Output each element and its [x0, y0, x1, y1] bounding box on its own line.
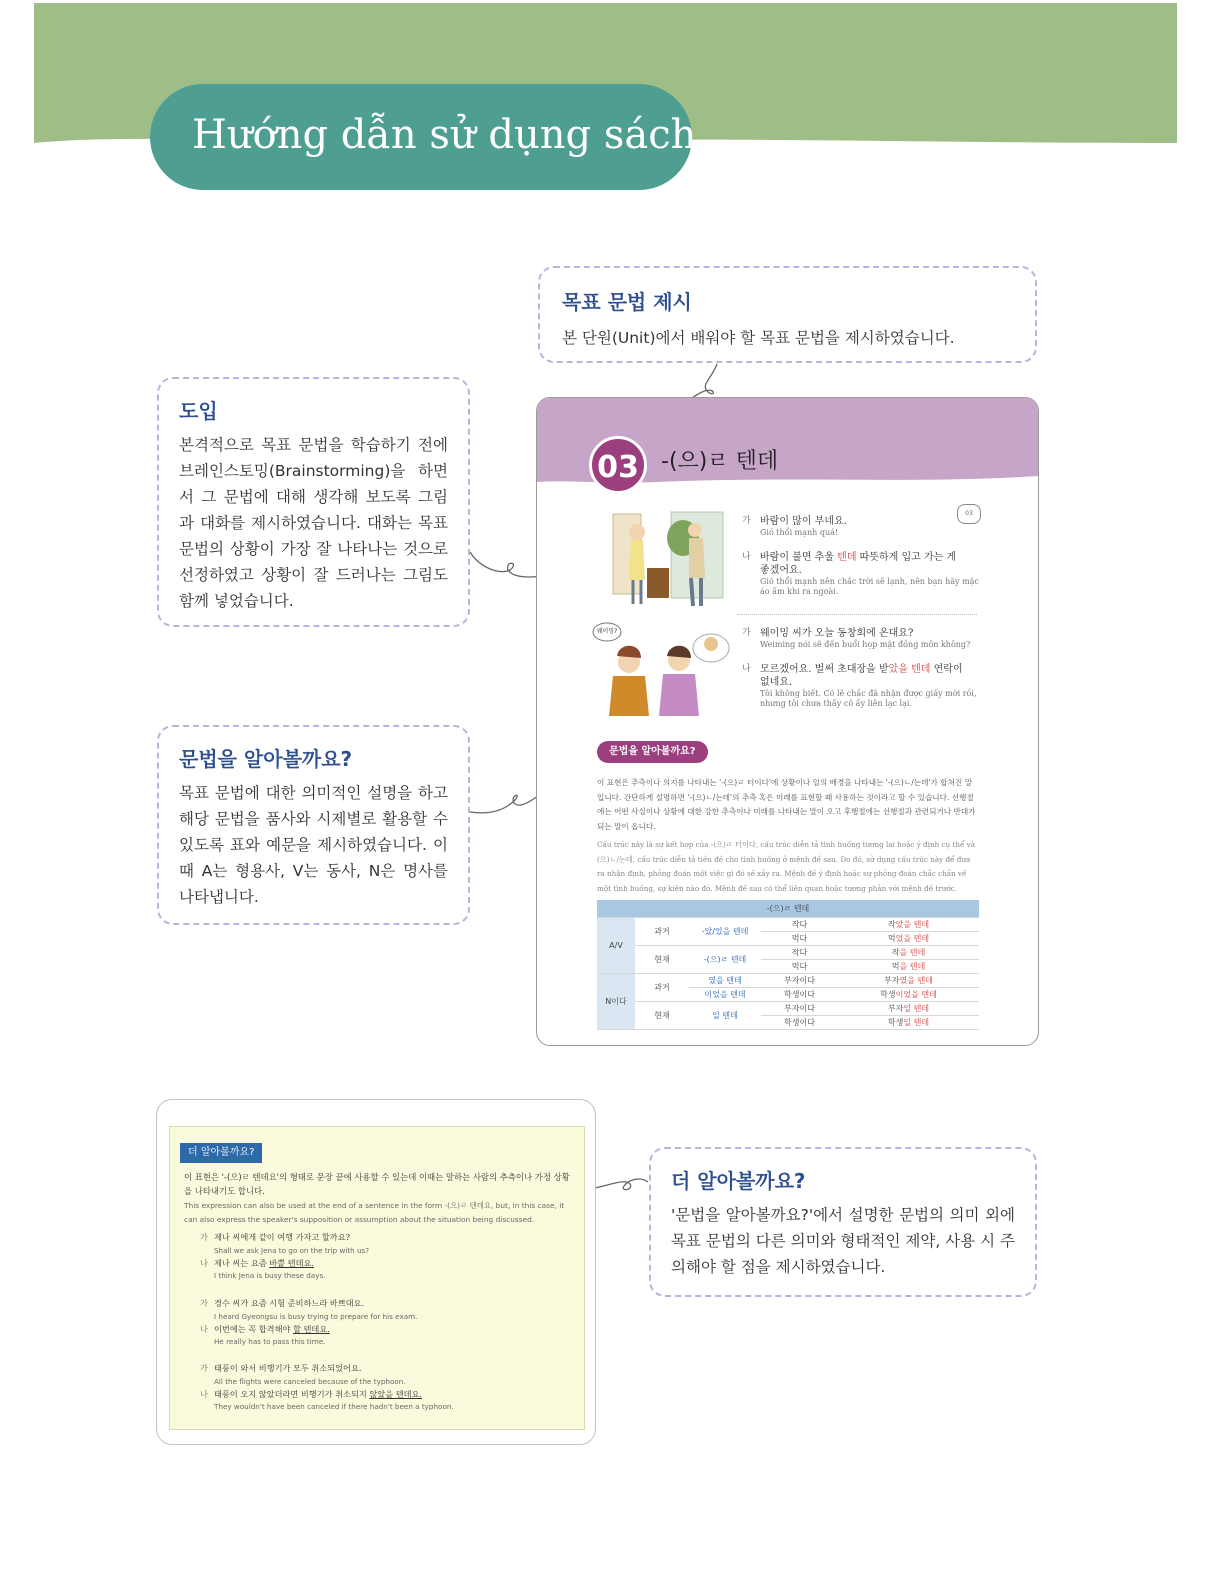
- table-row: [597, 974, 979, 988]
- unit-number-badge: 03: [589, 436, 647, 494]
- dialog-translation: Gió thổi mạnh nên chắc trời sẽ lạnh, nên bạn hãy mặc áo ấm khi ra ngoài.: [760, 577, 979, 596]
- more-explanation-english: This expression can also be used at the end of a sentence in the form -(으)ㄹ 텐데요, but, in this case, it can also express the speaker's supposition or assumption about the situation being discussed.: [184, 1201, 565, 1224]
- book-page-sample: [536, 397, 1039, 1046]
- example-base: 학생이다: [761, 1016, 838, 1030]
- speaker-label: 가: [200, 1363, 208, 1373]
- dialog-korean: 바람이 많이 부네요.: [760, 516, 847, 527]
- dialog-korean: 따뜻하게 입고 가는 게: [856, 552, 957, 563]
- form-cell: -았/었을 텐데: [689, 918, 761, 946]
- example-korean: 이번에는 꼭 합격해야: [214, 1323, 293, 1334]
- table-row: [597, 946, 979, 960]
- form-cell: 일 텐데: [689, 1002, 761, 1030]
- result-ending: 이었을 텐데: [895, 990, 937, 999]
- more-content-panel: [169, 1126, 585, 1430]
- page-title: Hướng dẫn sử dụng sách: [192, 112, 697, 158]
- tense-cell: 과거: [635, 918, 689, 946]
- example-english: All the flights were canceled because of the typhoon.: [214, 1376, 406, 1386]
- example-base: 부자이다: [761, 1002, 838, 1016]
- speaker-label: 가: [742, 628, 751, 638]
- example-base: 작다: [761, 946, 838, 960]
- scene-reunion-illustration: [591, 620, 731, 720]
- dialog2-line2: [742, 663, 982, 709]
- dialog-translation: Gió thổi mạnh quá!: [760, 528, 839, 537]
- form-cell: -(으)ㄹ 텐데: [689, 946, 761, 974]
- example-english: I heard Gyeongsu is busy trying to prepare for his exam.: [214, 1311, 418, 1321]
- more-example-3: [200, 1362, 570, 1413]
- dialog2-line1: [742, 627, 982, 650]
- example-korean: 제나 씨는 요즘: [214, 1257, 270, 1268]
- callout-more-title: 더 알아볼까요?: [671, 1169, 806, 1193]
- dialog-korean: 좋겠어요.: [760, 565, 802, 576]
- tense-cell: 과거: [635, 974, 689, 1002]
- callout-intro-text: 본격적으로 목표 문법을 학습하기 전에 브레인스토밍(Brainstorming)을 하면서 그 문법에 대해 생각해 보도록 그림과 대화를 제시하였습니다. 대화는 목표 문법의 상황이 가장 잘 나타나는 것으로 선정하였고 상황이 잘 드러나는 그림도 함께 넣었습니다.: [179, 436, 448, 610]
- unit-title: -(으)ㄹ 텐데: [661, 449, 779, 474]
- audio-track-number: 03: [965, 510, 973, 517]
- dialog-korean: 웨이밍 씨가 오늘 동창회에 온대요?: [760, 628, 914, 639]
- example-base: 먹다: [761, 960, 838, 974]
- target-grammar-highlight: 텐데: [837, 552, 857, 563]
- pos-label: N이다: [597, 974, 635, 1030]
- speaker-label: 나: [742, 664, 751, 674]
- speaker-label: 가: [200, 1298, 208, 1308]
- tense-cell: 현재: [635, 1002, 689, 1030]
- result-stem: 학생: [880, 990, 896, 999]
- result-stem: 작: [887, 920, 896, 929]
- dialog-translation: Tôi không biết. Có lẽ chắc đã nhận được giấy mời rồi, nhưng tôi chưa thấy cô ấy liên lạc lại.: [760, 689, 977, 708]
- callout-grammar: [157, 725, 470, 925]
- form-cell: 이었을 텐데: [689, 988, 761, 1002]
- result-stem: 먹: [891, 962, 900, 971]
- callout-intro-title: 도입: [179, 399, 218, 423]
- example-base: 먹다: [761, 932, 838, 946]
- example-base: 작다: [761, 918, 838, 932]
- result-stem: 학생: [887, 1018, 904, 1027]
- tense-cell: 현재: [635, 946, 689, 974]
- result-ending: 일 텐데: [903, 1018, 930, 1027]
- table-row: [597, 918, 979, 932]
- example-base: 부자이다: [761, 974, 838, 988]
- table-row: [597, 1002, 979, 1016]
- example-korean: 제나 씨에게 같이 여행 가자고 할까요?: [214, 1232, 351, 1242]
- target-grammar-underline: 할 텐데요.: [293, 1323, 330, 1334]
- grammar-explanation-translation: Cấu trúc này là sự kết hợp của -(으)ㄹ 터이다, cấu trúc diễn tả tình huống tương lai hoặc ý định cụ thể và (으)ㄴ/는데, cấu trúc diễn tả tiền đề cho tình huống ở mệnh đề sau. Do đó, sử dụng cấu trúc này để đưa ra nhận định, phỏng đoán một việc gì đó sẽ xảy ra. Mệnh đề ý định hoặc sự phỏng đoán chắc chắn về một tình huống, sự kiện nào đó. Mệnh đề sau có thể liên quan hoặc tương phản với mệnh đề trước.: [597, 840, 976, 893]
- dialog-korean: 연락이: [930, 664, 963, 675]
- grammar-section-tag: 문법을 알아볼까요?: [597, 741, 708, 763]
- callout-more-text: '문법을 알아볼까요?'에서 설명한 문법의 의미 외에 목표 문법의 다른 의미와 형태적인 제약, 사용 시 주의해야 할 점을 제시하였습니다.: [671, 1206, 1015, 1276]
- callout-intro: [157, 377, 470, 627]
- more-example-1: [200, 1231, 570, 1282]
- speaker-label: 가: [200, 1232, 208, 1242]
- conjugation-table: [597, 900, 979, 1030]
- callout-more: [649, 1147, 1037, 1297]
- more-section-tag: 더 알아볼까요?: [180, 1143, 262, 1163]
- example-english: I think Jena is busy these days.: [214, 1271, 326, 1280]
- speaker-label: 나: [200, 1323, 208, 1334]
- dialog1-line2: [742, 551, 982, 597]
- example-korean: 경수 씨가 요즘 시험 준비하느라 바쁘대요.: [214, 1298, 365, 1308]
- dialog-korean: 바람이 불면 추울: [760, 552, 838, 563]
- grammar-explanation-korean: 이 표현은 추측이나 의지를 나타내는 '-(으)ㄹ 터이다'에 상황이나 일의 배경을 나타내는 '-(으)ㄴ/는데'가 합쳐진 말입니다. 간단하게 설명하면 '-(으)ㄴ/는데'의 추측 혹은 미래를 표현할 때 사용하는 것이라고 할 수 있습니다. 선행절에는 어떤 사실이나 상황에 대한 강한 추측이나 미래를 나타내는 말이 오고 후행절에는 선행절과 관련되거나 반대가 되는 말이 옵니다.: [597, 778, 976, 831]
- table-header: -(으)ㄹ 텐데: [597, 900, 979, 918]
- result-stem: 먹: [887, 934, 896, 943]
- more-explanation-korean: 이 표현은 '-(으)ㄹ 텐데요'의 형태로 문장 끝에 사용할 수 있는데 이때는 말하는 사람의 추측이나 가정 상황을 나타내기도 합니다.: [184, 1172, 570, 1196]
- result-ending: 을 텐데: [899, 962, 926, 971]
- result-ending: 였을 텐데: [899, 976, 933, 985]
- example-english: Shall we ask Jena to go on the trip with us?: [214, 1245, 370, 1255]
- dialog-divider: [737, 614, 977, 615]
- result-stem: 작: [891, 948, 900, 957]
- pos-label: A/V: [597, 918, 635, 974]
- form-cell: 였을 텐데: [689, 974, 761, 988]
- dialog-korean: 모르겠어요. 벌써 초대장을 받: [760, 664, 889, 675]
- example-korean: 태풍이 와서 비행기가 모두 취소되었어요.: [214, 1363, 362, 1373]
- dialog-korean: 없네요.: [760, 677, 793, 688]
- more-page-sample: [156, 1099, 596, 1445]
- example-korean: 태풍이 오지 않았더라면 비행기가 취소되지: [214, 1388, 370, 1399]
- example-english: They wouldn't have been canceled if there hadn't been a typhoon.: [214, 1402, 454, 1411]
- target-grammar-highlight: 았을 텐데: [888, 664, 931, 675]
- speech-bubble-text: 웨이밍?: [596, 628, 618, 635]
- result-ending: 일 텐데: [903, 1004, 930, 1013]
- example-base: 학생이다: [761, 988, 838, 1002]
- dialog-translation: Weiming nói sẽ đến buổi họp mặt đồng môn không?: [760, 640, 971, 649]
- result-ending: 을 텐데: [899, 948, 926, 957]
- callout-grammar-title: 문법을 알아볼까요?: [179, 747, 353, 771]
- scene-windy-illustration: [609, 508, 727, 610]
- target-grammar-underline: 않았을 텐데요.: [369, 1388, 423, 1399]
- callout-grammar-text: 목표 문법에 대한 의미적인 설명을 하고 해당 문법을 품사와 시제별로 활용할 수 있도록 표와 예문을 제시하였습니다. 이때 A는 형용사, V는 동사, N은 명사를 나타냅니다.: [179, 784, 448, 906]
- example-english: He really has to pass this time.: [214, 1337, 326, 1346]
- callout-goal-text: 본 단원(Unit)에서 배워야 할 목표 문법을 제시하였습니다.: [562, 329, 955, 347]
- more-example-2: [200, 1297, 570, 1348]
- dialog1-line1: [742, 515, 982, 538]
- result-stem: 부자: [884, 976, 900, 985]
- speaker-label: 나: [200, 1257, 208, 1268]
- callout-goal-title: 목표 문법 제시: [562, 290, 692, 314]
- result-ending: 았을 텐데: [895, 920, 930, 929]
- speaker-label: 나: [742, 552, 751, 562]
- speaker-label: 나: [200, 1388, 208, 1399]
- target-grammar-underline: 바쁠 텐데요.: [269, 1257, 315, 1268]
- speaker-label: 가: [742, 516, 751, 526]
- result-stem: 부자: [887, 1004, 904, 1013]
- callout-goal-grammar: [538, 266, 1037, 363]
- result-ending: 었을 텐데: [895, 934, 930, 943]
